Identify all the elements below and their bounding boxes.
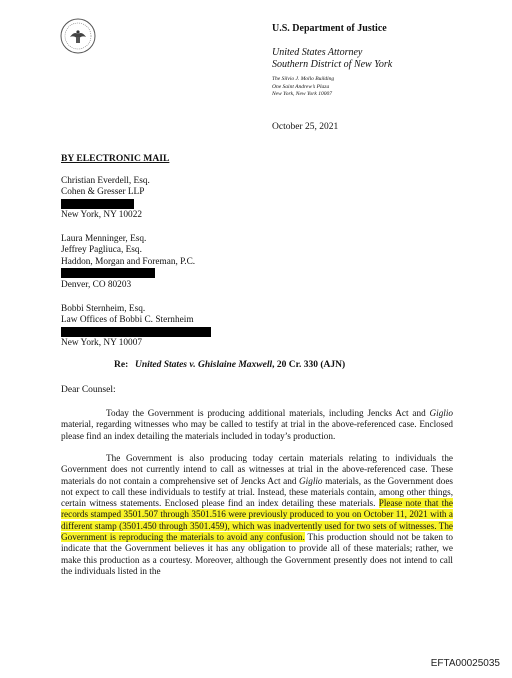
letter-date: October 25, 2021	[272, 122, 339, 132]
re-label: Re:	[114, 360, 129, 370]
paragraph-1: Today the Government is producing additional materials, including Jencks Act and Giglio material, regarding witnesses who may be called to testify at trial in the above-referenced case. Enclosed please find an index detailing the materials included in today’s production.	[61, 408, 453, 441]
case-caption	[135, 360, 345, 370]
office-address: The Silvio J. Mollo Building One Saint Andrew’s Plaza New York, New York 10007	[272, 76, 335, 98]
highlighted-text: Please note that the records stamped 3501.507 through 3501.516 were previously produced to you on October 11, 2021 with a different stamp (3501.450 through 3501.459), which was inadvertently used for two sets of witnesses. The Government is reproducing the materials to avoid any confusion.	[61, 498, 453, 543]
doj-seal-logo	[60, 18, 96, 54]
department-name: U.S. Department of Justice	[272, 23, 387, 34]
recipient-city: New York, NY 10022	[61, 210, 143, 221]
salutation: Dear Counsel:	[61, 385, 116, 395]
recipient-firm: Cohen & Gresser LLP	[61, 187, 145, 198]
recipient-block	[61, 176, 150, 222]
recipient-city: Denver, CO 80203	[61, 279, 132, 290]
redaction-bar	[61, 199, 134, 209]
recipient-block	[61, 304, 211, 350]
recipient-name: Christian Everdell, Esq.	[61, 176, 150, 186]
recipient-name: Bobbi Sternheim, Esq.	[61, 304, 146, 314]
delivery-method: BY ELECTRONIC MAIL	[61, 153, 170, 164]
case-name: United States v. Ghislaine Maxwell	[135, 360, 273, 370]
recipient-firm: Law Offices of Bobbi C. Sternheim	[61, 315, 194, 326]
recipient-block	[61, 234, 195, 291]
case-number: , 20 Cr. 330 (AJN)	[272, 360, 346, 370]
recipient-firm: Haddon, Morgan and Foreman, P.C.	[61, 256, 196, 267]
paragraph-2: The Government is also producing today certain materials relating to individuals the Government does not currently intend to call as witnesses at trial in the above-referenced case. These materials do not contain a comprehensive set of Jencks Act and Giglio materials, as the Government does not expect to call these individuals to testify at trial. Instead, these materials contain, among other things, certain witness statements. Enclosed please find an index detailing these materials. Please note that the records stamped 3501.507 through 3501.516 were previously produced to you on October 11, 2021 with a different stamp (3501.450 through 3501.459), which was inadvertently used for two sets of witnesses. The Government is reproducing the materials to avoid any confusion. This production should not be taken to indicate that the Government believes it has any obligation to provide all of these materials; rather, we make this production as a courtesy. Moreover, although the Government presently does not intend to call the individuals listed in the	[61, 453, 453, 576]
office-name: United States Attorney Southern District of New York	[272, 47, 393, 70]
recipient-name: Laura Menninger, Esq.	[61, 234, 147, 244]
recipient-name: Jeffrey Pagliuca, Esq.	[61, 245, 142, 256]
document-id: EFTA00025035	[430, 658, 500, 669]
redaction-bar	[61, 327, 211, 337]
recipient-city: New York, NY 10007	[61, 338, 143, 349]
redaction-bar	[61, 268, 155, 278]
